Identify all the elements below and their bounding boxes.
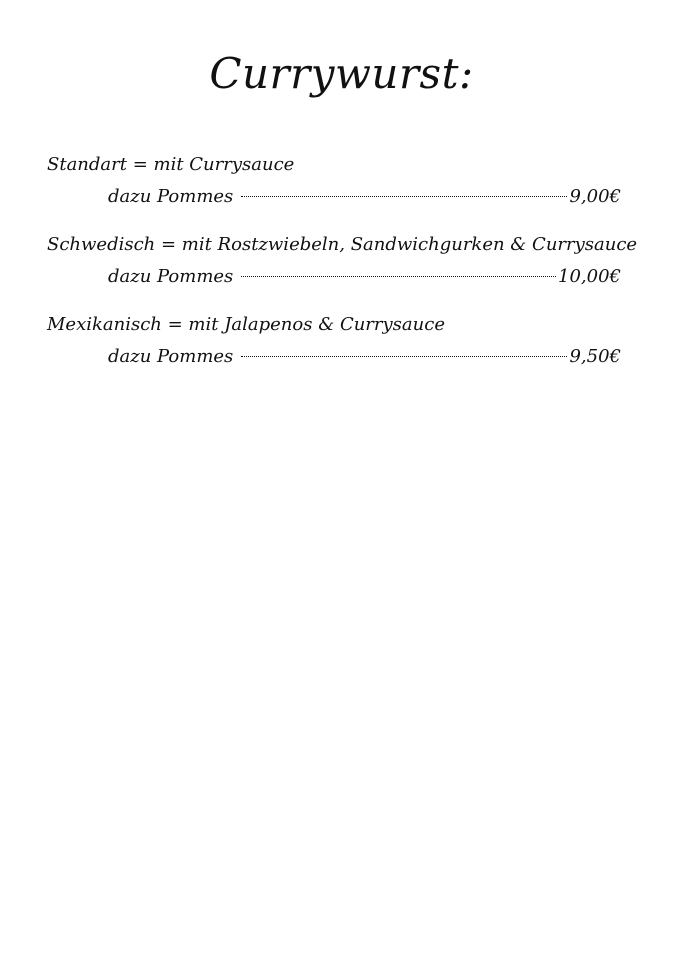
menu-item-side: dazu Pommes <box>108 346 234 367</box>
menu-item-price: 10,00€ <box>558 266 621 287</box>
menu-item-line <box>47 260 621 294</box>
dot-leader <box>241 196 567 197</box>
menu-item <box>47 310 621 374</box>
menu-item-line <box>47 340 621 374</box>
dot-leader <box>241 276 556 277</box>
page-title: Currywurst: <box>209 49 474 98</box>
dot-leader <box>241 356 567 357</box>
menu-item-name: Mexikanisch = mit Jalapenos & Currysauce <box>47 314 445 335</box>
menu-list <box>47 150 638 390</box>
menu-item-line <box>47 180 621 214</box>
menu-item-side: dazu Pommes <box>108 266 234 287</box>
menu-item-side: dazu Pommes <box>108 186 234 207</box>
menu-item-name: Schwedisch = mit Rostzwiebeln, Sandwichgurken & Currysauce <box>47 234 638 255</box>
menu-item <box>47 230 638 294</box>
menu-item-name: Standart = mit Currysauce <box>47 154 295 175</box>
menu-item-price: 9,50€ <box>569 346 621 367</box>
menu-item <box>47 150 621 214</box>
menu-item-price: 9,00€ <box>569 186 621 207</box>
